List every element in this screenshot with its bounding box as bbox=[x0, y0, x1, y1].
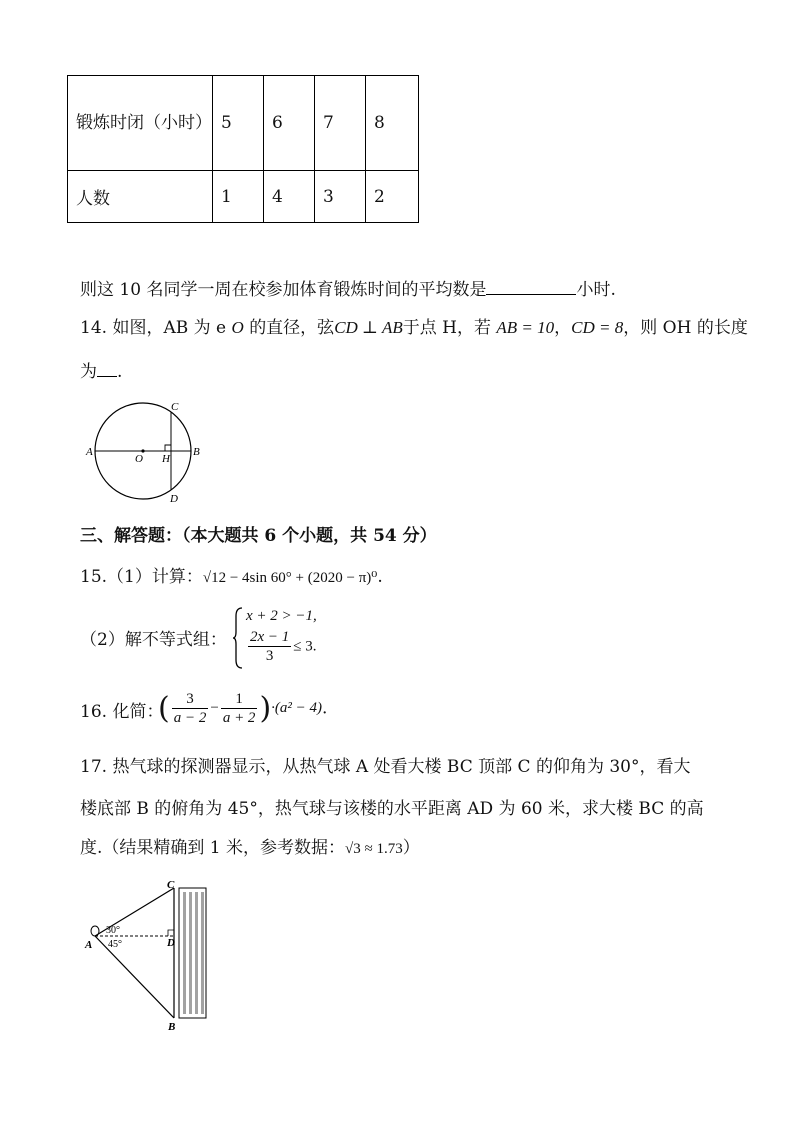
table-cell: 8 bbox=[366, 76, 419, 171]
q13-average-line: 则这 10 名同学一周在校参加体育锻炼时间的平均数是 小时. bbox=[80, 276, 616, 302]
table-cell: 1 bbox=[213, 171, 264, 223]
label-b: B bbox=[193, 446, 200, 458]
expression: √12 − 4sin 60° + (2020 − π)⁰ bbox=[202, 570, 378, 586]
angle-30-label: 30° bbox=[106, 925, 120, 936]
angle-45-label: 45° bbox=[108, 939, 122, 950]
q16-expression: ( $\frac{3}{a - 2}$ − $\frac{1}{a + 2}$ )·(a² − 4). bbox=[158, 691, 328, 726]
left-brace-icon bbox=[232, 606, 244, 670]
perpendicular-condition: CD ⊥ AB bbox=[334, 318, 403, 337]
table-cell: 3 bbox=[315, 171, 366, 223]
table-row bbox=[68, 76, 419, 171]
label-h: H bbox=[162, 453, 170, 465]
table-header-cell: 人数 bbox=[68, 171, 213, 223]
q15-part1: 15.（1）计算：√12 − 4sin 60° + (2020 − π)⁰. bbox=[80, 567, 383, 587]
right-angle-mark bbox=[168, 930, 174, 936]
q17-line1: 17. 热气球的探测器显示，从热气球 A 处看大楼 BC 顶部 C 的仰角为 30°，看大 bbox=[80, 757, 691, 777]
label-a: A bbox=[86, 446, 93, 458]
exercise-time-table bbox=[67, 75, 419, 223]
ab-length-condition: AB = 10 bbox=[496, 318, 555, 337]
answer-blank bbox=[486, 276, 576, 295]
table-cell: 2 bbox=[366, 171, 419, 223]
table-cell: 6 bbox=[264, 76, 315, 171]
q15-part2-label: （2）解不等式组： bbox=[80, 630, 227, 650]
circle-symbol: e bbox=[216, 318, 227, 338]
label-b: B bbox=[168, 1021, 176, 1033]
label-d: D bbox=[170, 493, 178, 505]
cd-length-condition: CD = 8 bbox=[571, 318, 624, 337]
balloon-building-figure bbox=[82, 876, 217, 1036]
inequality-1: x + 2 > −1, bbox=[246, 608, 317, 624]
label-o: O bbox=[135, 453, 143, 465]
q16-label: 16. 化简： bbox=[80, 702, 164, 722]
section-title: 三、解答题：（本大题共 6 个小题，共 54 分） bbox=[80, 526, 437, 546]
balloon-icon bbox=[91, 926, 99, 936]
table-row bbox=[68, 171, 419, 223]
label-a: A bbox=[85, 939, 93, 951]
q17-line2: 楼底部 B 的俯角为 45°，热气球与该楼的水平距离 AD 为 60 米，求大楼 BC 的高 bbox=[80, 799, 704, 819]
reference-value: √3 ≈ 1.73 bbox=[345, 841, 403, 857]
label-c: C bbox=[167, 879, 175, 891]
label-d: D bbox=[167, 937, 175, 949]
table-cell: 5 bbox=[213, 76, 264, 171]
label-c: C bbox=[171, 401, 179, 413]
q17-line3: 度.（结果精确到 1 米，参考数据：√3 ≈ 1.73） bbox=[80, 838, 420, 858]
line-ab bbox=[95, 936, 174, 1018]
q14-line1: 14. 如图，AB 为 e O 的直径，弦CD ⊥ AB于点 H，若 AB = 10，CD = 8，则 OH 的长度 bbox=[80, 318, 748, 338]
right-angle-mark bbox=[165, 445, 171, 451]
inequality-2: $\frac{2x - 1}{3}$ ≤ 3. bbox=[250, 629, 317, 664]
table-header-cell: 锻炼时闭（小时） bbox=[68, 76, 213, 171]
answer-blank bbox=[97, 358, 117, 377]
table-cell: 4 bbox=[264, 171, 315, 223]
circle-figure bbox=[80, 398, 210, 508]
table-cell: 7 bbox=[315, 76, 366, 171]
q14-line2: 为 . bbox=[80, 358, 122, 384]
inequality-system bbox=[232, 606, 352, 670]
